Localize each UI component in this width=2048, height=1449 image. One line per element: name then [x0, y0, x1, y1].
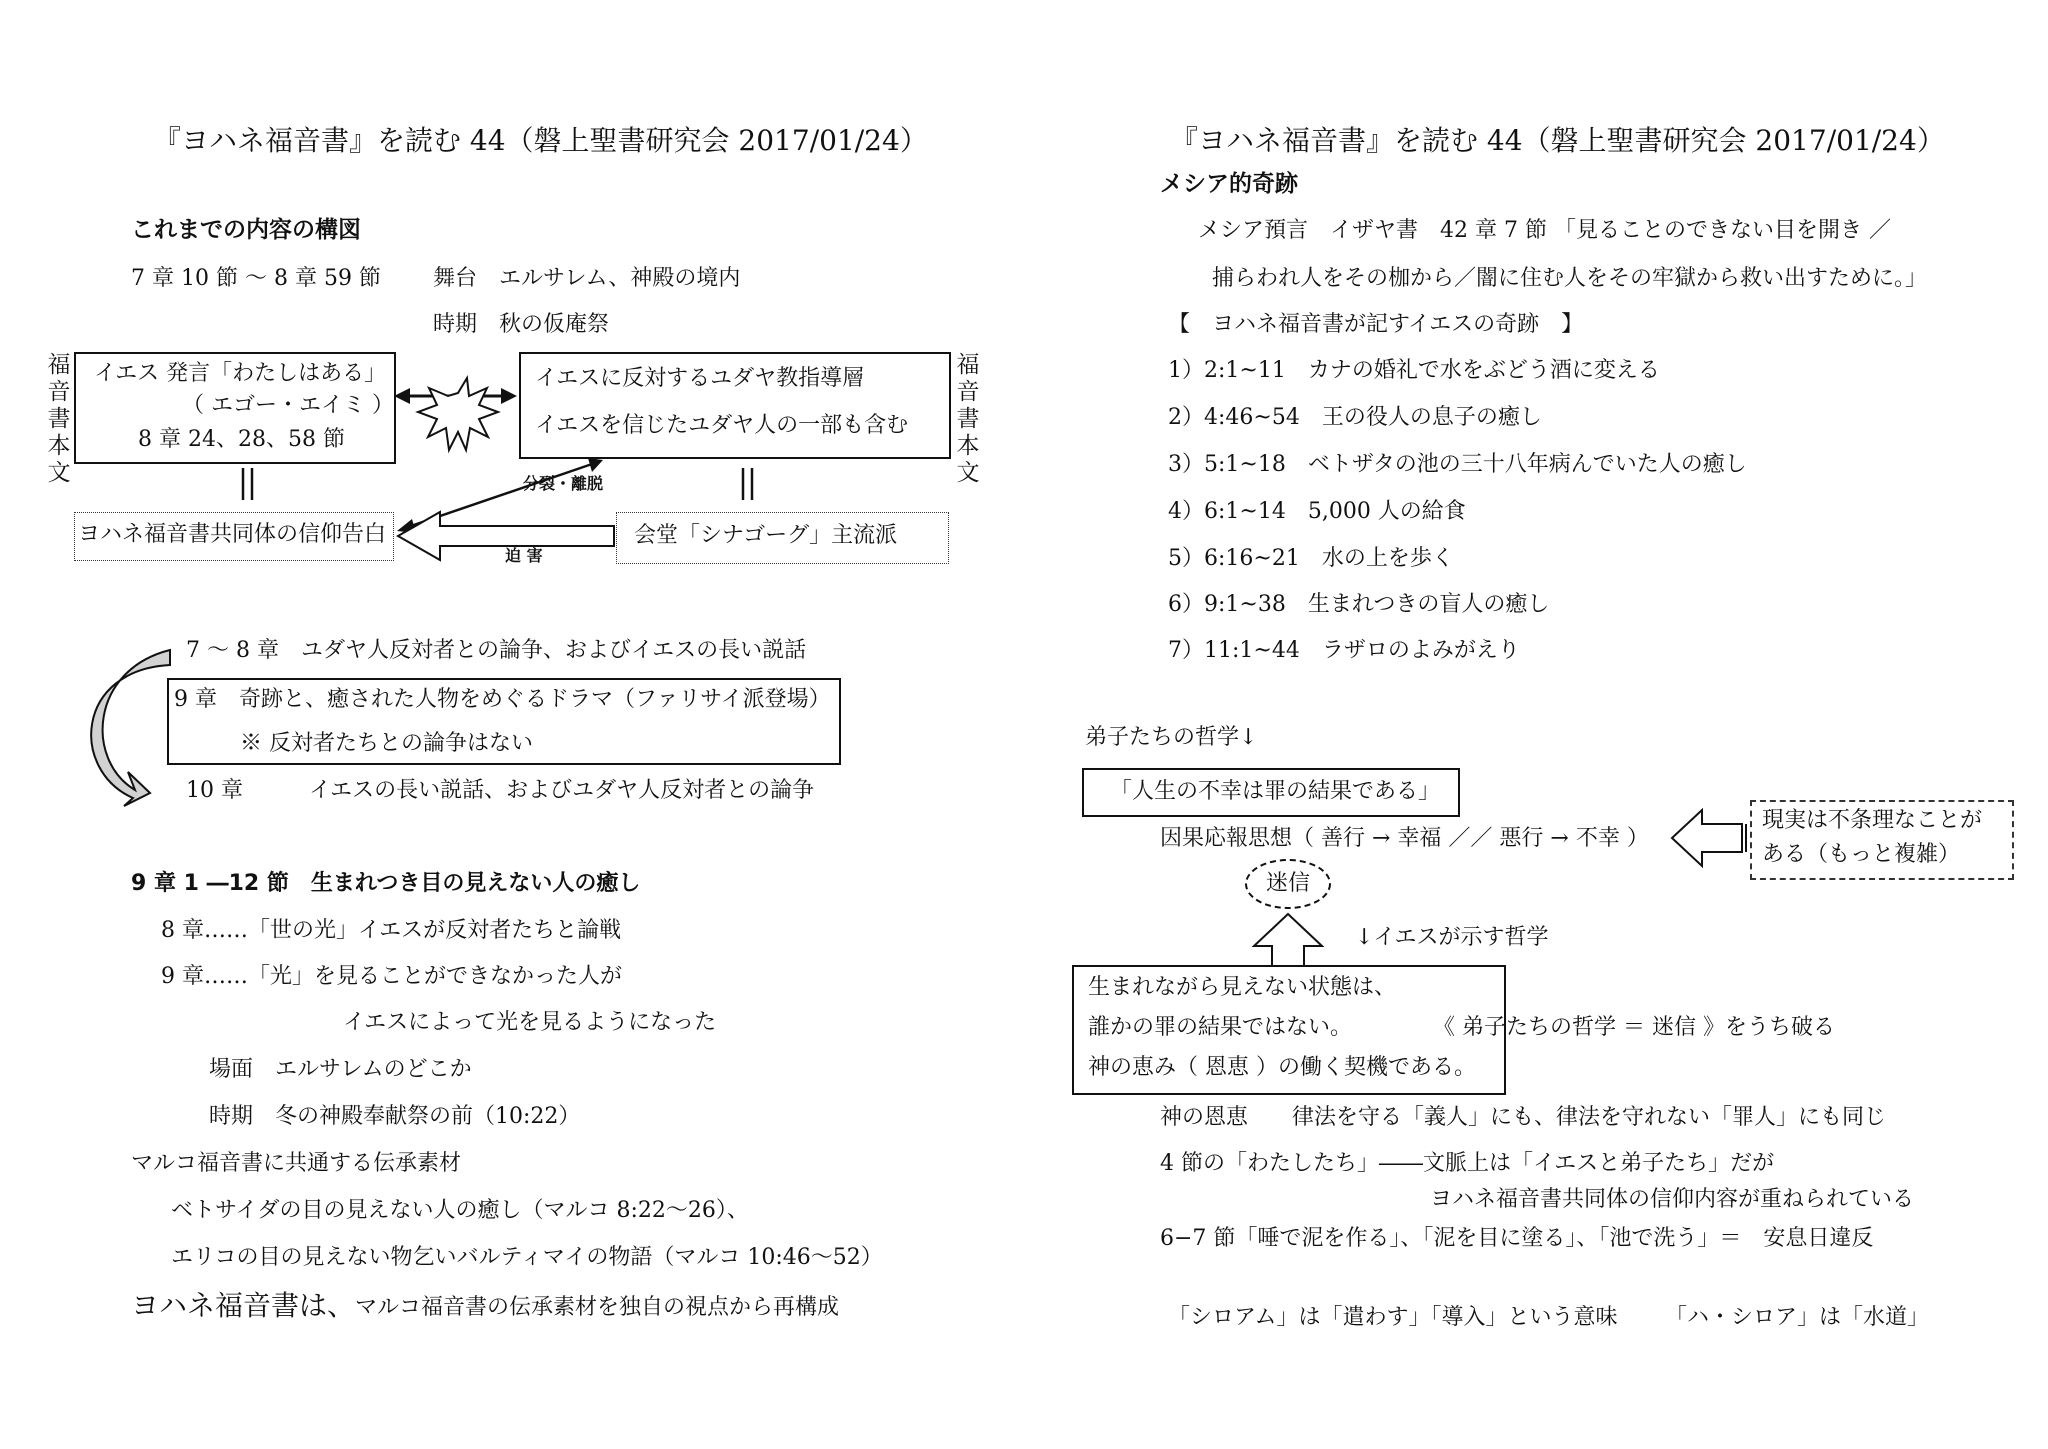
miracle-2: 2）4:46~54 王の役人の息子の癒し	[1168, 405, 1542, 430]
misfortune-text: 「人生の不幸は罪の結果である」	[1110, 779, 1441, 804]
miracle-1: 1）2:1~11 カナの婚礼で水をぶどう酒に変える	[1168, 358, 1660, 383]
jesus-box-r-line3: 神の恵み（ 恩恵 ）の働く契機である。	[1088, 1055, 1476, 1080]
left-closing-rest: マルコ福音書の伝承素材を独自の視点から再構成	[355, 1295, 840, 1320]
range-text: 7 章 10 節 〜 8 章 59 節	[131, 266, 381, 291]
superstition-text: 迷信	[1266, 871, 1311, 896]
vertical-label-left: 福音書本文	[47, 352, 71, 486]
stage-text: 舞台 エルサレム、神殿の境内	[433, 266, 741, 291]
left-line-3: イエスによって光を見るようになった	[343, 1010, 717, 1035]
left-line-7: ベトサイダの目の見えない人の癒し（マルコ 8:22〜26）、	[171, 1198, 749, 1223]
left-line-1: 8 章……「世の光」イエスが反対者たちと論戦	[161, 918, 622, 943]
right-page-title: 『ヨハネ福音書』を読む 44（磐上聖書研究会 2017/01/24）	[1170, 124, 1945, 157]
left-closing-big: ヨハネ福音書は、	[131, 1289, 356, 1322]
miracle-3: 3）5:1~18 ベトザタの池の三十八年病んでいた人の癒し	[1168, 452, 1747, 477]
community-text: ヨハネ福音書共同体の信仰告白	[78, 522, 387, 547]
left-page-title: 『ヨハネ福音書』を読む 44（磐上聖書研究会 2017/01/24）	[153, 124, 928, 157]
jesus-box-r-line1: 生まれながら見えない状態は、	[1088, 975, 1397, 1000]
right-section-heading: メシア的奇跡	[1160, 171, 1298, 197]
left-line-5: 時期 冬の神殿奉献祭の前（10:22）	[209, 1104, 581, 1129]
break-text: 《 弟子たちの哲学 ＝ 迷信 》をうち破る	[1433, 1015, 1835, 1040]
reality-line1: 現実は不条理なことが	[1762, 808, 1983, 833]
jesus-box-line3: 8 章 24、28、58 節	[138, 427, 345, 452]
miracle-5: 5）6:16~21 水の上を歩く	[1168, 546, 1454, 571]
jesus-box-line1: イエス 発言「わたしはある」	[94, 361, 387, 386]
verse4-cont: ヨハネ福音書共同体の信仰内容が重ねられている	[1430, 1187, 1915, 1212]
period-text: 時期 秋の仮庵祭	[433, 312, 610, 337]
left-section2-heading: 9 章 1 ―12 節 生まれつき目の見えない人の癒し	[131, 871, 641, 896]
vertical-label-right: 福音書本文	[956, 352, 980, 486]
left-line-6: マルコ福音書に共通する伝承素材	[131, 1151, 462, 1176]
miracle-6: 6）9:1~38 生まれつきの盲人の癒し	[1168, 592, 1550, 617]
miracle-4: 4）6:1~14 5,000 人の給食	[1168, 499, 1466, 524]
sabbath-line: 6−7 節「唾で泥を作る」、「泥を目に塗る」、「池で洗う」＝ 安息日違反	[1160, 1226, 1874, 1251]
prophecy-line1: メシア預言 イザヤ書 42 章 7 節 「見ることのできない目を開き ／	[1198, 218, 1891, 243]
chapter-flow-9: 9 章 奇跡と、癒された人物をめぐるドラマ（ファリサイ派登場）	[174, 687, 831, 712]
chapter-flow-note: ※ 反対者たちとの論争はない	[240, 731, 533, 756]
left-line-4: 場面 エルサレムのどこか	[209, 1057, 472, 1082]
chapter-flow-7-8: 7 〜 8 章 ユダヤ人反対者との論争、およびイエスの長い説話	[186, 638, 807, 663]
jesus-box-r-line2: 誰かの罪の結果ではない。	[1088, 1015, 1353, 1040]
ha-siloa-line: 「ハ・シロア」は「水道」	[1665, 1305, 1930, 1330]
miracle-7: 7）11:1~44 ラザロのよみがえり	[1168, 638, 1520, 663]
left-line-8: エリコの目の見えない物乞いバルティマイの物語（マルコ 10:46〜52）	[171, 1245, 883, 1270]
disciples-label: 弟子たちの哲学↓	[1085, 725, 1258, 750]
opponents-line2: イエスを信じたユダヤ人の一部も含む	[535, 413, 909, 438]
jesus-philosophy-label: ↓イエスが示す哲学	[1355, 925, 1549, 950]
chapter-flow-10: 10 章 イエスの長い説話、およびユダヤ人反対者との論争	[186, 778, 815, 803]
jesus-box-line2: （ エゴー・エイミ ）	[182, 393, 394, 418]
prophecy-line2: 捕らわれ人をその枷から／闇に住む人をその牢獄から救い出すために。」	[1212, 266, 1928, 291]
reality-line2: ある（もっと複雑）	[1762, 842, 1961, 867]
verse4-line: 4 節の「わたしたち」――文脈上は「イエスと弟子たち」だが	[1160, 1151, 1775, 1176]
persecution-label: 迫 害	[505, 546, 543, 565]
causality-text: 因果応報思想（ 善行 → 幸福 ／／ 悪行 → 不幸 ）	[1160, 826, 1649, 851]
opponents-line1: イエスに反対するユダヤ教指導層	[535, 366, 865, 391]
grace-line: 神の恩恵 律法を守る「義人」にも、律法を守れない「罪人」にも同じ	[1160, 1105, 1887, 1130]
siloam-line: 「シロアム」は「遣わす」「導入」という意味	[1168, 1305, 1618, 1330]
left-line-2: 9 章……「光」を見ることができなかった人が	[161, 964, 622, 989]
left-section1-heading: これまでの内容の構図	[131, 217, 361, 243]
split-label: 分裂・離脱	[523, 474, 604, 493]
miracles-heading: 【 ヨハネ福音書が記すイエスの奇跡 】	[1168, 312, 1584, 337]
synagogue-text: 会堂「シナゴーグ」主流派	[634, 523, 898, 548]
